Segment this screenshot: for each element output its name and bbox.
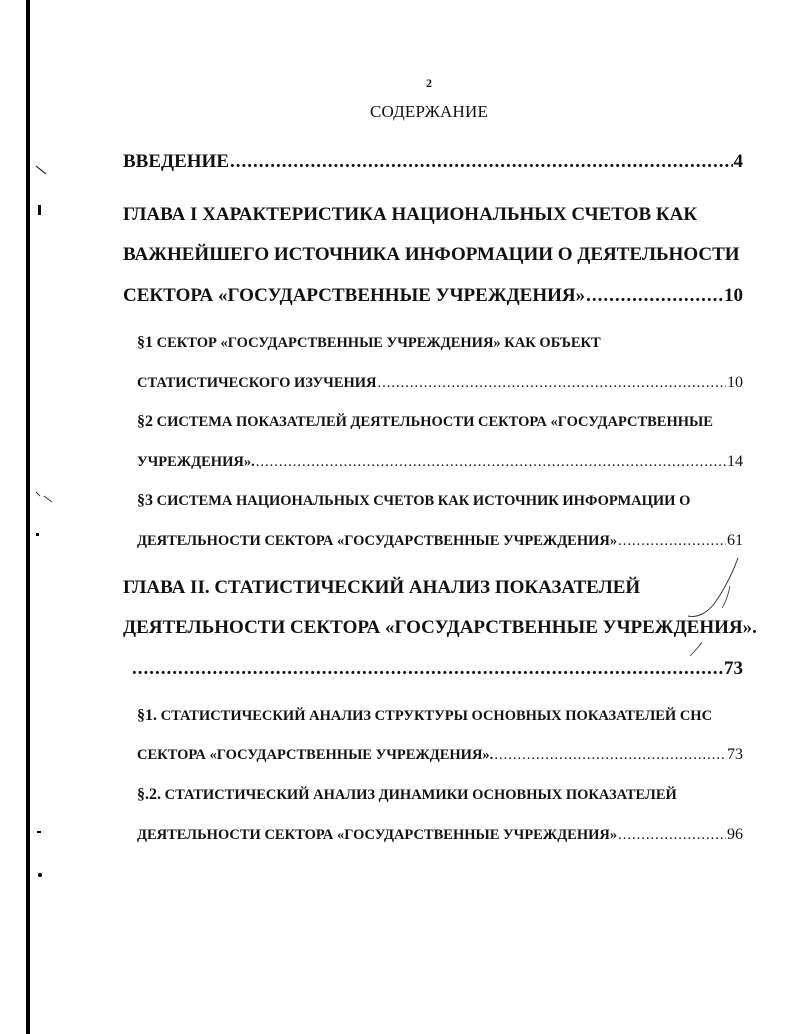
section-2-1-line-1 xyxy=(137,707,712,725)
section-title: СИСТЕМА ПОКАЗАТЕЛЕЙ ДЕЯТЕЛЬНОСТИ СЕКТОРА «ГОСУДАРСТВЕННЫЕ xyxy=(156,414,713,430)
toc-entry-page: 73 xyxy=(727,746,743,763)
toc-entry-page: 61 xyxy=(727,532,743,549)
section-title: СЕКТОР «ГОСУДАРСТВЕННЫЕ УЧРЕЖДЕНИЯ» КАК ОБЪЕКТ xyxy=(156,335,601,351)
toc-entry-section-2-1 xyxy=(137,746,743,764)
section-2-2-line-1 xyxy=(137,786,677,804)
section-title: СТАТИСТИЧЕСКИЙ АНАЛИЗ ДИНАМИКИ ОСНОВНЫХ ПОКАЗАТЕЛЕЙ xyxy=(164,787,677,803)
toc-entry-page: 73 xyxy=(724,658,743,679)
section-1-2-line-1 xyxy=(137,413,713,431)
toc-entry-text: ВВЕДЕНИЕ xyxy=(123,151,229,172)
section-title-continued: СЕКТОРА «ГОСУДАРСТВЕННЫЕ УЧРЕЖДЕНИЯ». xyxy=(137,747,494,763)
dot-leader xyxy=(618,533,726,550)
scan-mark xyxy=(36,533,39,536)
dot-leader xyxy=(618,827,726,844)
toc-entry-section-1-1 xyxy=(137,374,743,392)
scan-mark xyxy=(34,162,54,182)
dot-leader xyxy=(586,285,723,307)
chapter-1-title-line-1: ГЛАВА I ХАРАКТЕРИСТИКА НАЦИОНАЛЬНЫХ СЧЕТОВ КАК xyxy=(123,204,698,225)
scan-mark xyxy=(38,205,41,215)
dot-leader xyxy=(256,454,726,471)
toc-entry-introduction xyxy=(123,151,743,173)
toc-entry-chapter-1 xyxy=(123,285,743,307)
section-title: СТАТИСТИЧЕСКИЙ АНАЛИЗ СТРУКТУРЫ ОСНОВНЫХ ПОКАЗАТЕЛЕЙ СНС xyxy=(160,708,713,724)
toc-entry-page: 10 xyxy=(727,374,743,391)
section-title-continued: ДЕЯТЕЛЬНОСТИ СЕКТОРА «ГОСУДАРСТВЕННЫЕ УЧРЕЖДЕНИЯ» xyxy=(137,533,618,549)
dot-leader xyxy=(378,375,726,392)
section-number: §1. xyxy=(137,707,157,724)
section-title-continued: СТАТИСТИЧЕСКОГО ИЗУЧЕНИЯ xyxy=(137,375,377,391)
section-number: §1 xyxy=(137,334,153,351)
section-1-3-line-1 xyxy=(137,492,690,510)
section-number: §.2. xyxy=(137,786,161,803)
scan-mark xyxy=(37,831,41,833)
toc-entry-section-1-3 xyxy=(137,532,743,550)
section-title-continued: УЧРЕЖДЕНИЯ». xyxy=(137,454,255,470)
dot-leader xyxy=(132,658,723,680)
section-title-continued: ДЕЯТЕЛЬНОСТИ СЕКТОРА «ГОСУДАРСТВЕННЫЕ УЧРЕЖДЕНИЯ» xyxy=(137,827,618,843)
toc-title: СОДЕРЖАНИЕ xyxy=(369,102,489,121)
scan-mark xyxy=(38,873,42,877)
toc-entry-page: 10 xyxy=(724,285,743,306)
section-1-1-line-1 xyxy=(137,334,601,352)
dot-leader xyxy=(494,747,726,764)
chapter-2-title-line-1: ГЛАВА II. СТАТИСТИЧЕСКИЙ АНАЛИЗ ПОКАЗАТЕЛЕЙ xyxy=(123,577,641,598)
chapter-2-title-line-2: ДЕЯТЕЛЬНОСТИ СЕКТОРА «ГОСУДАРСТВЕННЫЕ УЧРЕЖДЕНИЯ». xyxy=(123,617,757,638)
chapter-1-title-line-3: СЕКТОРА «ГОСУДАРСТВЕННЫЕ УЧРЕЖДЕНИЯ» xyxy=(123,285,586,306)
section-title: СИСТЕМА НАЦИОНАЛЬНЫХ СЧЕТОВ КАК ИСТОЧНИК ИНФОРМАЦИИ О xyxy=(156,493,691,509)
page-number: 2 xyxy=(426,76,432,90)
pen-stroke xyxy=(684,556,744,666)
section-number: §3 xyxy=(137,492,153,509)
toc-entry-page: 14 xyxy=(727,453,743,470)
toc-entry-chapter-2 xyxy=(131,658,743,680)
toc-entry-page: 96 xyxy=(727,826,743,843)
scan-border xyxy=(26,0,30,1034)
dot-leader xyxy=(230,151,733,173)
toc-entry-section-1-2 xyxy=(137,453,743,471)
chapter-1-title-line-2: ВАЖНЕЙШЕГО ИСТОЧНИКА ИНФОРМАЦИИ О ДЕЯТЕЛЬНОСТИ xyxy=(123,244,740,265)
section-number: §2 xyxy=(137,413,153,430)
toc-entry-section-2-2 xyxy=(137,826,743,844)
toc-entry-page: 4 xyxy=(733,151,743,172)
scan-mark xyxy=(34,488,58,508)
